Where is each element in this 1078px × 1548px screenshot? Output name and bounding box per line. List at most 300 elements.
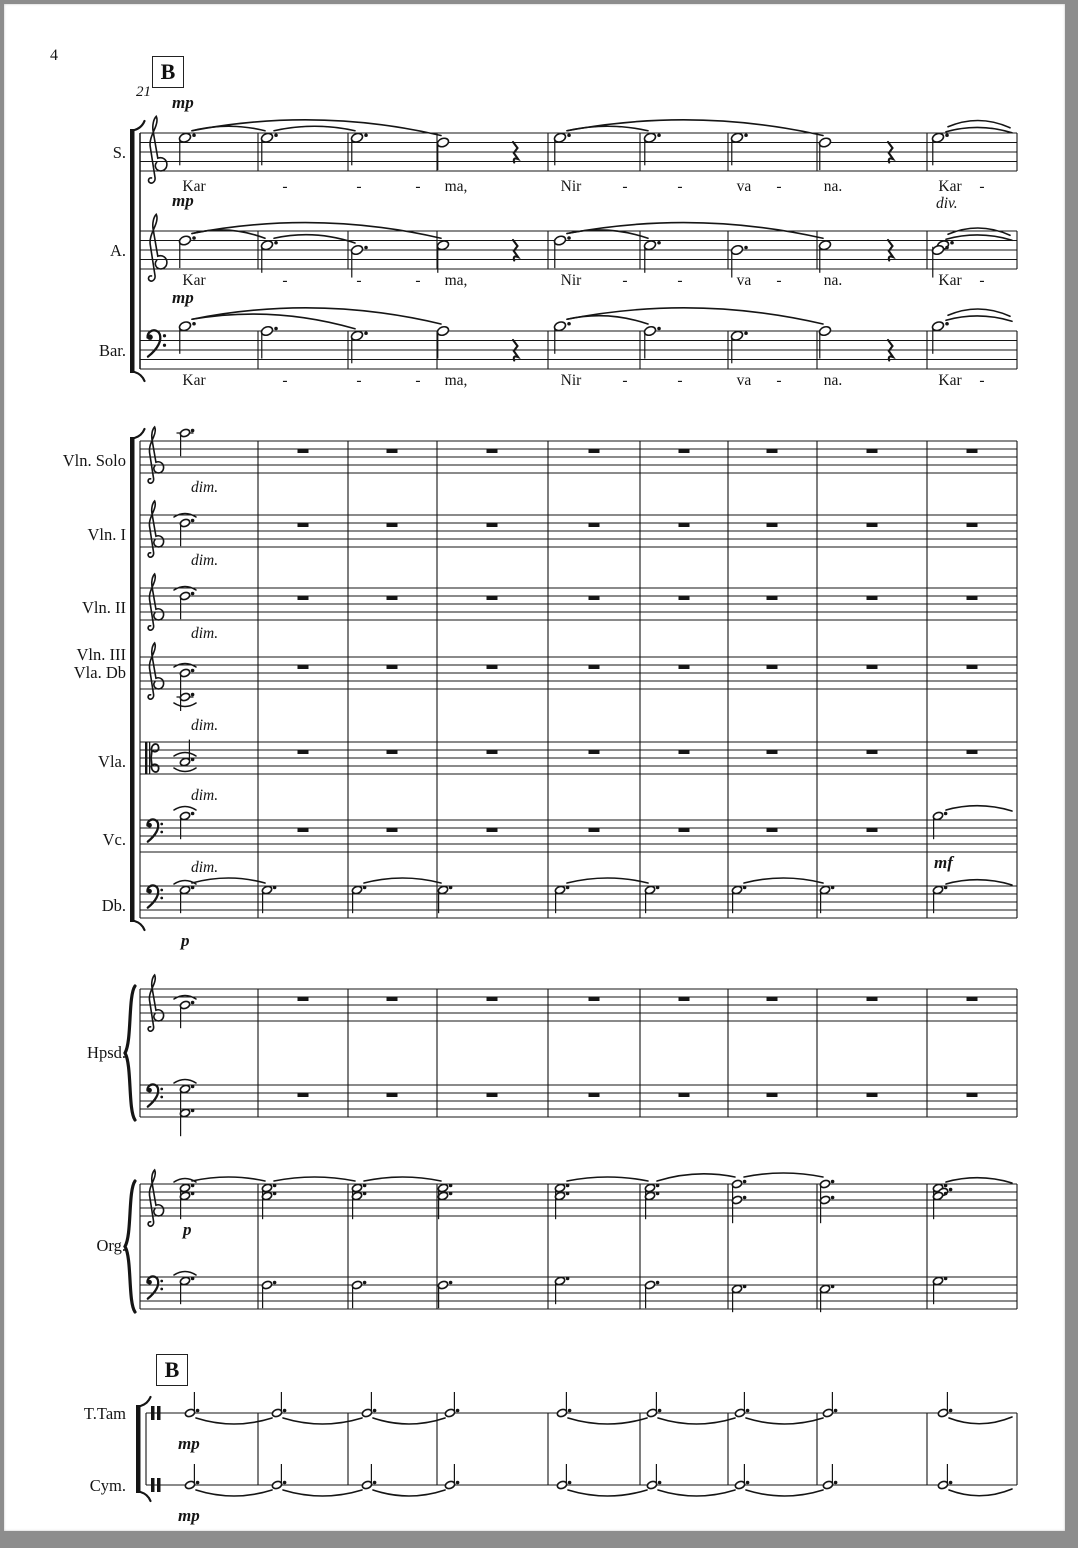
- tie: [949, 1417, 1012, 1424]
- whole-rest: [487, 828, 498, 832]
- augmentation-dot: [746, 1409, 750, 1413]
- whole-rest: [589, 1093, 600, 1097]
- whole-rest: [487, 750, 498, 754]
- augmentation-dot: [944, 812, 948, 816]
- whole-rest: [487, 997, 498, 1001]
- treble-clef-icon: [148, 975, 163, 1031]
- lyric-syllable: va: [736, 178, 752, 195]
- augmentation-dot: [191, 592, 195, 596]
- slur: [946, 880, 1012, 885]
- dynamic-marking: div.: [936, 195, 958, 212]
- whole-rest: [387, 1093, 398, 1097]
- lyric-syllable: -: [979, 272, 985, 289]
- augmentation-dot: [191, 1085, 195, 1089]
- augmentation-dot: [949, 1409, 953, 1413]
- slur: [946, 127, 1012, 132]
- augmentation-dot: [949, 1188, 953, 1192]
- augmentation-dot: [449, 1192, 453, 1196]
- lyric-syllable: -: [622, 178, 628, 195]
- augmentation-dot: [944, 1184, 948, 1188]
- whole-rest: [679, 997, 690, 1001]
- slur: [192, 1177, 265, 1181]
- augmentation-dot: [364, 246, 368, 250]
- slur: [946, 806, 1012, 811]
- whole-rest: [298, 997, 309, 1001]
- tie: [568, 1490, 647, 1496]
- tie: [174, 768, 196, 772]
- treble-clef-icon: [149, 116, 167, 183]
- lyric-syllable: na.: [823, 372, 843, 389]
- treble-clef-icon: [148, 1170, 163, 1226]
- augmentation-dot: [456, 1409, 460, 1413]
- augmentation-dot: [191, 693, 195, 697]
- whole-rest: [679, 828, 690, 832]
- whole-rest: [867, 449, 878, 453]
- whole-rest: [767, 665, 778, 669]
- lyric-syllable: -: [776, 272, 782, 289]
- augmentation-dot: [568, 1409, 572, 1413]
- whole-rest: [298, 449, 309, 453]
- dynamic-marking: mf: [934, 853, 953, 872]
- whole-rest: [298, 665, 309, 669]
- augmentation-dot: [950, 241, 954, 245]
- percussion-clef-icon: [157, 1406, 161, 1420]
- augmentation-dot: [191, 1109, 195, 1113]
- augmentation-dot: [944, 886, 948, 890]
- whole-rest: [767, 997, 778, 1001]
- augmentation-dot: [945, 133, 949, 137]
- lyric-syllable: Nir: [560, 272, 582, 289]
- slur: [946, 235, 1012, 240]
- whole-rest: [967, 997, 978, 1001]
- bass-clef-icon: [147, 1084, 158, 1106]
- whole-rest: [867, 828, 878, 832]
- percussion-clef-icon: [157, 1478, 161, 1492]
- augmentation-dot: [364, 133, 368, 137]
- alto-clef-icon: [151, 758, 159, 772]
- augmentation-dot: [191, 886, 195, 890]
- whole-rest: [967, 750, 978, 754]
- augmentation-dot: [657, 327, 661, 331]
- slur: [744, 878, 823, 883]
- lyric-syllable: Kar: [182, 272, 206, 289]
- tie: [283, 1418, 362, 1424]
- augmentation-dot: [945, 246, 949, 250]
- augmentation-dot: [196, 1481, 200, 1485]
- slur: [657, 1174, 735, 1181]
- dynamic-marking: dim.: [191, 859, 219, 876]
- lyric-syllable: -: [622, 272, 628, 289]
- lyric-syllable: ma,: [444, 372, 468, 389]
- augmentation-dot: [191, 1192, 195, 1196]
- lyric-syllable: -: [622, 372, 628, 389]
- lyric-syllable: Kar: [182, 178, 206, 195]
- whole-rest: [487, 449, 498, 453]
- augmentation-dot: [364, 331, 368, 335]
- augmentation-dot: [831, 886, 835, 890]
- staff-label-hpsd_t: Hpsd.: [87, 1043, 126, 1062]
- whole-rest: [767, 523, 778, 527]
- augmentation-dot: [944, 1192, 948, 1196]
- slur: [174, 1080, 196, 1084]
- slur: [174, 1272, 196, 1276]
- augmentation-dot: [566, 1184, 570, 1188]
- augmentation-dot: [566, 1192, 570, 1196]
- percussion-clef-icon: [151, 1406, 155, 1420]
- measure-number: 21: [136, 84, 151, 100]
- augmentation-dot: [274, 327, 278, 331]
- augmentation-dot: [743, 1180, 747, 1184]
- augmentation-dot: [449, 1281, 453, 1285]
- dynamic-marking: dim.: [191, 717, 219, 734]
- augmentation-dot: [567, 322, 571, 326]
- tie: [949, 1489, 1012, 1496]
- slur: [364, 1177, 441, 1181]
- augmentation-dot: [274, 133, 278, 137]
- dynamic-marking: mp: [178, 1506, 200, 1525]
- whole-rest: [298, 596, 309, 600]
- whole-rest: [298, 1093, 309, 1097]
- slur: [948, 309, 1010, 316]
- augmentation-dot: [657, 133, 661, 137]
- augmentation-dot: [191, 429, 195, 433]
- bass-clef-icon: [163, 344, 166, 347]
- system-bracket: [135, 429, 145, 438]
- tie: [196, 1418, 272, 1424]
- dynamic-marking: p: [183, 1220, 192, 1239]
- slur: [192, 314, 355, 329]
- rehearsal-mark-top: B: [152, 56, 184, 88]
- augmentation-dot: [191, 1001, 195, 1005]
- lyric-syllable: na.: [823, 272, 843, 289]
- tie: [196, 1490, 272, 1496]
- system-bracket: [141, 1492, 151, 1501]
- slur: [946, 316, 1012, 321]
- staff-label-vln2: Vln. II: [82, 598, 126, 617]
- augmentation-dot: [658, 1409, 662, 1413]
- slur: [274, 235, 355, 243]
- system-brace: [125, 1181, 135, 1312]
- whole-rest: [767, 596, 778, 600]
- staff-label-org_t: Org.: [96, 1236, 126, 1255]
- augmentation-dot: [363, 886, 367, 890]
- augmentation-dot: [191, 1184, 195, 1188]
- whole-rest: [867, 1093, 878, 1097]
- augmentation-dot: [449, 886, 453, 890]
- system-bracket: [136, 1405, 141, 1493]
- dynamic-marking: mp: [172, 93, 194, 112]
- augmentation-dot: [945, 322, 949, 326]
- tie: [658, 1418, 735, 1424]
- slur: [192, 308, 441, 324]
- lyric-syllable: -: [415, 272, 421, 289]
- lyric-syllable: -: [415, 372, 421, 389]
- lyric-syllable: -: [677, 178, 683, 195]
- lyric-syllable: Kar: [938, 272, 962, 289]
- bass-clef-icon: [147, 885, 158, 907]
- staff-label-vla: Vla.: [98, 752, 126, 771]
- lyric-syllable: ma,: [444, 272, 468, 289]
- lyric-syllable: -: [356, 272, 362, 289]
- whole-rest: [487, 523, 498, 527]
- whole-rest: [679, 449, 690, 453]
- bass-clef-icon: [160, 823, 163, 826]
- augmentation-dot: [191, 812, 195, 816]
- staff-label-alt: A.: [109, 241, 126, 260]
- dynamic-marking: dim.: [191, 479, 219, 496]
- augmentation-dot: [949, 1481, 953, 1485]
- whole-rest: [589, 828, 600, 832]
- whole-rest: [679, 523, 690, 527]
- whole-rest: [679, 665, 690, 669]
- augmentation-dot: [656, 886, 660, 890]
- lyric-syllable: Kar: [182, 372, 206, 389]
- bass-clef-icon: [163, 334, 166, 337]
- augmentation-dot: [831, 1196, 835, 1200]
- augmentation-dot: [363, 1192, 367, 1196]
- augmentation-dot: [191, 669, 195, 673]
- whole-rest: [487, 1093, 498, 1097]
- whole-rest: [387, 665, 398, 669]
- slur: [948, 228, 1010, 235]
- whole-rest: [867, 665, 878, 669]
- augmentation-dot: [191, 1277, 195, 1281]
- whole-rest: [767, 828, 778, 832]
- augmentation-dot: [274, 241, 278, 245]
- whole-rest: [298, 750, 309, 754]
- whole-rest: [967, 523, 978, 527]
- augmentation-dot: [456, 1481, 460, 1485]
- treble-clef-icon: [149, 214, 167, 281]
- slur: [744, 1173, 823, 1177]
- system-bracket: [135, 121, 145, 130]
- slur: [567, 878, 648, 883]
- augmentation-dot: [744, 331, 748, 335]
- bass-clef-icon: [160, 1288, 163, 1291]
- slur: [174, 807, 196, 811]
- lyric-syllable: -: [677, 372, 683, 389]
- lyric-syllable: -: [356, 372, 362, 389]
- rehearsal-mark-bottom: B: [156, 1354, 188, 1386]
- whole-rest: [867, 523, 878, 527]
- whole-rest: [589, 997, 600, 1001]
- augmentation-dot: [283, 1481, 287, 1485]
- lyric-syllable: Nir: [560, 178, 582, 195]
- slur: [946, 1178, 1012, 1183]
- treble-clef-icon: [148, 501, 163, 557]
- augmentation-dot: [566, 886, 570, 890]
- whole-rest: [589, 596, 600, 600]
- whole-rest: [967, 449, 978, 453]
- augmentation-dot: [373, 1409, 377, 1413]
- system-bracket: [141, 1397, 151, 1406]
- slur: [948, 120, 1010, 127]
- whole-rest: [387, 997, 398, 1001]
- lyric-syllable: -: [415, 178, 421, 195]
- treble-clef-icon: [148, 643, 163, 699]
- whole-rest: [589, 665, 600, 669]
- augmentation-dot: [273, 1192, 277, 1196]
- augmentation-dot: [192, 236, 196, 240]
- whole-rest: [589, 750, 600, 754]
- whole-rest: [867, 750, 878, 754]
- staff-label-vln1: Vln. I: [87, 525, 126, 544]
- bass-clef-icon: [147, 1276, 158, 1298]
- whole-rest: [679, 750, 690, 754]
- bass-clef-icon: [148, 330, 161, 356]
- dynamic-marking: mp: [172, 288, 194, 307]
- alto-clef-icon: [145, 742, 147, 774]
- whole-rest: [387, 596, 398, 600]
- whole-rest: [967, 1093, 978, 1097]
- augmentation-dot: [744, 133, 748, 137]
- lyric-syllable: -: [677, 272, 683, 289]
- augmentation-dot: [743, 886, 747, 890]
- slur: [364, 878, 441, 883]
- lyric-syllable: Nir: [560, 372, 582, 389]
- staff-label-vln3: Vla. Db: [73, 663, 126, 682]
- augmentation-dot: [192, 133, 196, 137]
- augmentation-dot: [567, 133, 571, 137]
- augmentation-dot: [744, 246, 748, 250]
- whole-rest: [298, 828, 309, 832]
- bass-clef-icon: [160, 889, 163, 892]
- lyric-syllable: -: [776, 372, 782, 389]
- augmentation-dot: [273, 886, 277, 890]
- staff-label-cym: Cym.: [89, 1476, 126, 1495]
- whole-rest: [867, 596, 878, 600]
- slur: [274, 1177, 355, 1181]
- augmentation-dot: [657, 241, 661, 245]
- augmentation-dot: [834, 1409, 838, 1413]
- staff-label-vc: Vc.: [102, 830, 126, 849]
- whole-rest: [589, 449, 600, 453]
- staff-label-db: Db.: [101, 896, 126, 915]
- tie: [283, 1490, 362, 1496]
- whole-rest: [298, 523, 309, 527]
- staff-label-ttam: T.Tam: [83, 1404, 126, 1423]
- whole-rest: [967, 596, 978, 600]
- tie: [746, 1418, 823, 1424]
- augmentation-dot: [192, 322, 196, 326]
- slur: [274, 126, 355, 131]
- bass-clef-icon: [160, 897, 163, 900]
- augmentation-dot: [568, 1481, 572, 1485]
- bass-clef-icon: [147, 819, 158, 841]
- whole-rest: [487, 596, 498, 600]
- whole-rest: [767, 449, 778, 453]
- augmentation-dot: [944, 1277, 948, 1281]
- bass-clef-icon: [160, 1280, 163, 1283]
- treble-clef-icon: [148, 574, 163, 630]
- lyric-syllable: na.: [823, 178, 843, 195]
- system-bracket: [130, 437, 135, 922]
- staff-label-bar: Bar.: [98, 341, 126, 360]
- lyric-syllable: -: [282, 372, 288, 389]
- whole-rest: [487, 665, 498, 669]
- dynamic-marking: mp: [178, 1434, 200, 1453]
- augmentation-dot: [831, 1285, 835, 1289]
- whole-rest: [387, 449, 398, 453]
- lyric-syllable: Kar: [938, 372, 962, 389]
- treble-clef-icon: [148, 427, 163, 483]
- tie: [746, 1490, 823, 1496]
- page-number: 4: [50, 47, 58, 64]
- whole-rest: [679, 1093, 690, 1097]
- augmentation-dot: [566, 1277, 570, 1281]
- system-bracket: [135, 372, 145, 381]
- tie: [658, 1490, 735, 1496]
- whole-rest: [679, 596, 690, 600]
- augmentation-dot: [196, 1409, 200, 1413]
- lyric-syllable: Kar: [938, 178, 962, 195]
- augmentation-dot: [449, 1184, 453, 1188]
- slur: [192, 878, 265, 883]
- augmentation-dot: [191, 519, 195, 523]
- whole-rest: [767, 750, 778, 754]
- augmentation-dot: [656, 1184, 660, 1188]
- lyric-syllable: -: [979, 178, 985, 195]
- lyric-syllable: -: [282, 272, 288, 289]
- staff-label-sop: S.: [112, 143, 126, 162]
- augmentation-dot: [567, 236, 571, 240]
- system-bracket: [130, 129, 135, 373]
- alto-clef-icon: [151, 744, 159, 758]
- slur: [567, 1177, 648, 1181]
- lyric-syllable: -: [282, 178, 288, 195]
- whole-rest: [967, 665, 978, 669]
- augmentation-dot: [283, 1409, 287, 1413]
- augmentation-dot: [191, 758, 195, 762]
- tie: [373, 1490, 445, 1496]
- augmentation-dot: [273, 1281, 277, 1285]
- whole-rest: [867, 997, 878, 1001]
- whole-rest: [387, 523, 398, 527]
- augmentation-dot: [656, 1281, 660, 1285]
- augmentation-dot: [834, 1481, 838, 1485]
- augmentation-dot: [658, 1481, 662, 1485]
- staff-label-vln_solo: Vln. Solo: [62, 451, 126, 470]
- augmentation-dot: [363, 1281, 367, 1285]
- lyric-syllable: va: [736, 272, 752, 289]
- lyric-syllable: -: [356, 178, 362, 195]
- whole-rest: [387, 828, 398, 832]
- whole-rest: [387, 750, 398, 754]
- bass-clef-icon: [160, 831, 163, 834]
- bass-clef-icon: [160, 1088, 163, 1091]
- bass-clef-icon: [160, 1096, 163, 1099]
- dynamic-marking: dim.: [191, 552, 219, 569]
- dynamic-marking: dim.: [191, 787, 219, 804]
- dynamic-marking: mp: [172, 191, 194, 210]
- percussion-clef-icon: [151, 1478, 155, 1492]
- slur: [174, 753, 196, 757]
- whole-rest: [767, 1093, 778, 1097]
- lyric-syllable: -: [776, 178, 782, 195]
- tie: [174, 703, 196, 707]
- staff-label-vln3: Vln. III: [76, 645, 126, 664]
- dynamic-marking: dim.: [191, 625, 219, 642]
- augmentation-dot: [373, 1481, 377, 1485]
- system-bracket: [135, 921, 145, 930]
- dynamic-marking: p: [181, 931, 190, 950]
- system-brace: [125, 986, 135, 1120]
- augmentation-dot: [363, 1184, 367, 1188]
- lyric-syllable: ma,: [444, 178, 468, 195]
- tie: [373, 1418, 445, 1424]
- augmentation-dot: [273, 1184, 277, 1188]
- tie: [568, 1418, 647, 1424]
